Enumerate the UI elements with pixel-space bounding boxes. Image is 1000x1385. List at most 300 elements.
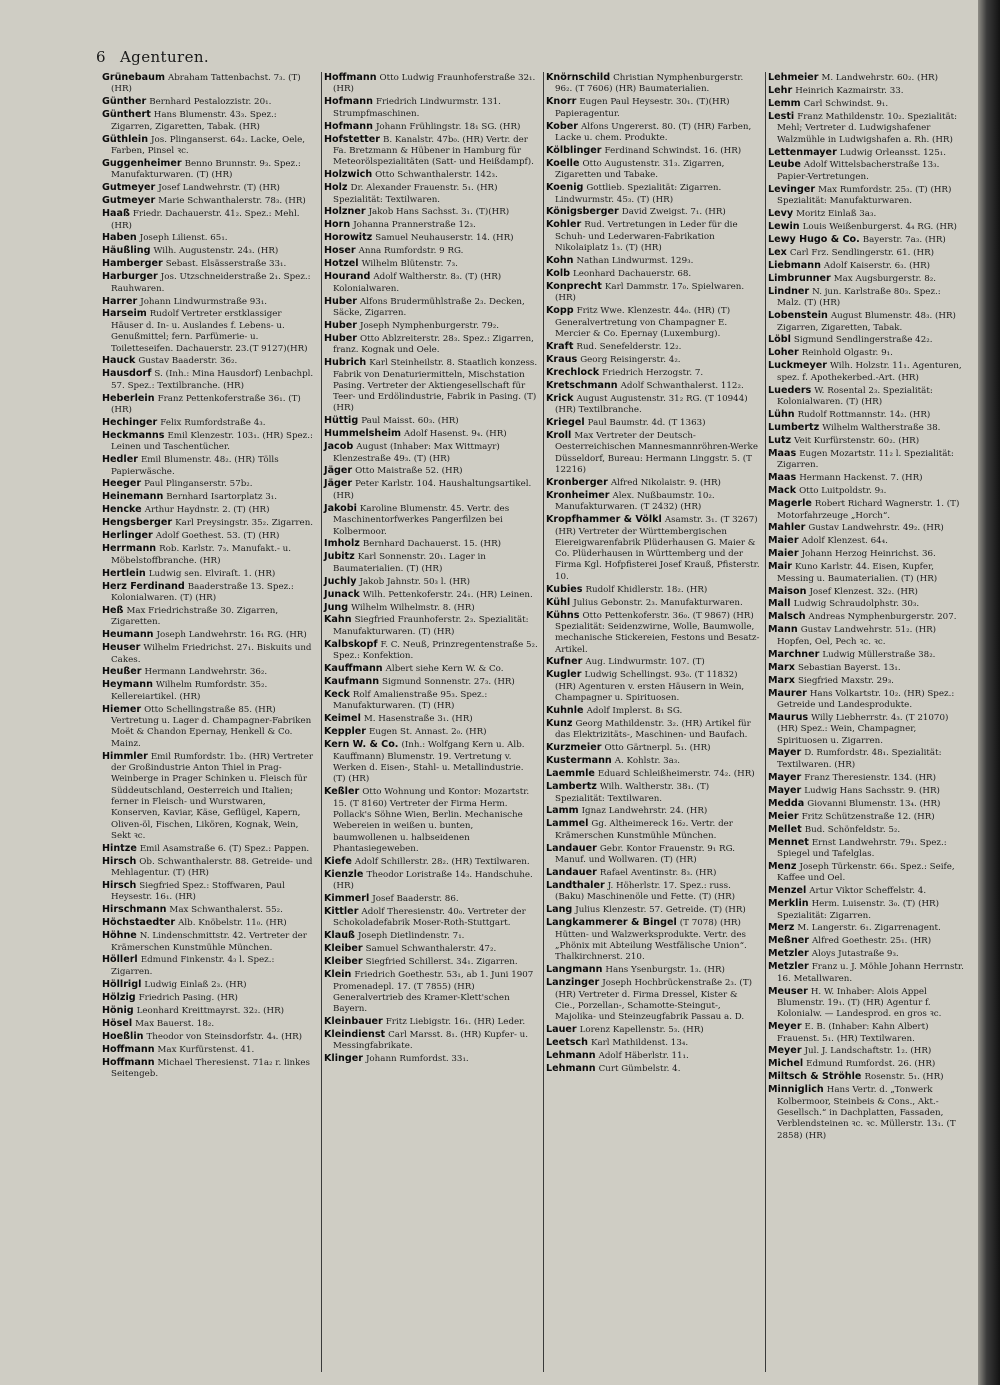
entry-details: Fritz Liebigstr. 16₁. (HR) Leder. <box>385 1016 526 1027</box>
entry-name: Jäger <box>324 465 353 477</box>
directory-entry <box>102 568 316 580</box>
column-1 <box>100 72 322 1372</box>
entry-details: Alfons Ungererst. 80. (T) (HR) Farben, Lacke u. chem. Produkte. <box>555 121 752 144</box>
entry-name: Hönig <box>102 1004 134 1016</box>
entry-details: Otto Wohnung und Kontor: Mozartstr. 15. (T 8160) Vertreter der Firma Herm. Pollack's Söhne Wien, Berlin. Mechanische Webereien in weißen u. bunten, baumwollenen u. halbseidenen Phantasiegeweben. <box>333 787 530 854</box>
entry-name: Mellet <box>768 823 802 835</box>
entry-name: Kleiber <box>324 956 363 968</box>
entry-details: Jakob Hans Sachsst. 3₁. (T)(HR) <box>368 207 510 218</box>
entry-name: Heinemann <box>102 491 164 503</box>
entry-details: Herm. Luisenstr. 3₀. (T) (HR) Spezialität: Zigarren. <box>777 899 939 921</box>
directory-entry <box>102 182 316 194</box>
directory-entry <box>768 485 967 497</box>
directory-entry <box>102 430 316 454</box>
entry-name: Juchly <box>324 575 357 587</box>
directory-entry <box>102 856 316 880</box>
entry-name: Koelle <box>546 157 580 169</box>
directory-entry <box>324 869 538 893</box>
directory-entry <box>324 786 538 855</box>
entry-name: Maas <box>768 447 797 459</box>
book-gutter-edge <box>978 0 1000 1385</box>
directory-entry <box>324 478 538 502</box>
entry-name: Hirsch <box>102 879 137 891</box>
entry-name: Hoffmann <box>102 1056 155 1068</box>
entry-details: Adolf Hasenst. 9₄. (HR) <box>403 429 507 440</box>
entry-name: Heumann <box>102 629 154 641</box>
entry-details: Alfred Goethestr. 25₁. (HR) <box>812 936 932 947</box>
entry-name: Lesti <box>768 110 795 122</box>
entry-details: F. C. Neuß, Prinzregentenstraße 5₂. Spez.: Konfektion. <box>333 639 538 662</box>
directory-entry <box>768 548 967 560</box>
entry-details: Curt Gümbelstr. 4. <box>598 1063 681 1074</box>
directory-entry <box>546 818 760 842</box>
entry-name: Heymann <box>102 679 153 691</box>
directory-entry <box>324 219 538 231</box>
entry-name: Lumbertz <box>768 421 820 433</box>
entry-name: Hoser <box>324 245 356 257</box>
entry-details: Emil Klenzestr. 103₁. (HR) Spez.: Leinen und Taschentücher. <box>111 430 313 453</box>
entry-details: J. Höherlstr. 17. Spez.: russ. (Baku) Maschinenöle und Fette. (T) (HR) <box>555 880 736 903</box>
directory-entry <box>768 1071 967 1083</box>
entry-details: Sigmund Sendlingerstraße 42₂. <box>793 335 933 346</box>
directory-entry <box>768 961 967 985</box>
directory-entry <box>324 441 538 465</box>
directory-entry <box>102 245 316 257</box>
directory-entry <box>546 182 760 206</box>
entry-details: Jos. Plinganserst. 64₂. Lacke, Oele, Farben, Pinsel ꝛc. <box>111 134 306 156</box>
entry-details: Ludwig Müllerstraße 38₂. <box>822 649 936 660</box>
entry-details: Rudolf Khidlerstr. 18₂. (HR) <box>585 584 708 595</box>
directory-entry <box>768 385 967 409</box>
entry-name: Maurer <box>768 687 807 699</box>
entry-name: Jubitz <box>324 551 355 563</box>
directory-entry <box>102 258 316 270</box>
entry-name: Haaß <box>102 208 130 220</box>
entry-name: Kleiber <box>324 943 363 955</box>
entry-name: Landthaler <box>546 879 605 891</box>
entry-details: Otto Augustenstr. 31₃. Zigarren, Zigaretten und Tabake. <box>555 158 725 181</box>
entry-name: Lewy Hugo & Co. <box>768 233 860 245</box>
entry-name: Luckmeyer <box>768 360 828 372</box>
entry-name: Hüttig <box>324 415 359 427</box>
entry-name: Hoeßlin <box>102 1030 144 1042</box>
entry-details: Eugen Mozartstr. 11₂ l. Spezialität: Zigarren. <box>777 448 954 471</box>
directory-entry <box>546 393 760 417</box>
entry-name: Leube <box>768 159 801 171</box>
entry-name: Maison <box>768 585 807 597</box>
entry-name: Kauffmann <box>324 663 383 675</box>
directory-entry <box>546 305 760 340</box>
entry-details: Adolf Häberlstr. 11₁. <box>598 1050 689 1061</box>
entry-details: Josef Landwehrstr. (T) (HR) <box>158 183 280 194</box>
entry-details: Rudolf Vertreter erstklassiger Häuser d. In- u. Auslandes f. Lebens- u. Genußmittel; fern. Parfümerie- u. Toiletteseifen. Dachauerstr. 23.(T 9127)(HR) <box>111 309 308 354</box>
entry-details: Joseph Landwehrstr. 16₁ RG. (HR) <box>156 630 307 641</box>
entry-details: Carl Frz. Sendlingerstr. 61. (HR) <box>789 247 935 258</box>
directory-entry <box>546 380 760 392</box>
entry-details: Adolf Kaiserstr. 6₃. (HR) <box>823 260 931 271</box>
entry-details: Bernhard Dachauerst. 15. (HR) <box>362 539 502 550</box>
entry-name: Kubies <box>546 583 583 595</box>
entry-name: Holzwich <box>324 169 373 181</box>
directory-entry <box>546 158 760 182</box>
entry-details: Rud. Vertretungen in Leder für die Schuh- und Lederwaren-Fabrikation Nikolaiplatz 1₃. (T) (HR) <box>555 220 738 254</box>
entry-name: Mennet <box>768 836 809 848</box>
entry-name: Lamm <box>546 805 579 817</box>
column-3 <box>544 72 766 1372</box>
entry-details: Johanna Prannerstraße 12₃. <box>353 220 476 231</box>
directory-entry <box>768 1021 967 1045</box>
entry-details: Gustav Landwehrstr. 51₂. (HR) Hopfen, Oel, Pech ꝛc. ꝛc. <box>777 625 937 647</box>
entry-name: Kühl <box>546 596 571 608</box>
directory-entry <box>546 977 760 1023</box>
entry-name: Mahler <box>768 522 806 534</box>
entry-details: Wilh. Waltherstr. 38₁. (T) Spezialität: Textilwaren. <box>555 782 710 804</box>
entry-details: Aug. Lindwurmstr. 107. (T) <box>585 657 705 668</box>
entry-name: Lehmeier <box>768 72 819 83</box>
entry-details: Johann Frühlingstr. 18₁ SG. (HR) <box>375 121 521 132</box>
directory-entry <box>546 669 760 704</box>
directory-entry <box>324 169 538 181</box>
entry-details: Gustav Landwehrstr. 49₂. (HR) <box>808 523 944 534</box>
entry-name: Kretschmann <box>546 379 618 391</box>
entry-name: Heußer <box>102 666 142 678</box>
entry-name: Landauer <box>546 866 597 878</box>
entry-details: Heinrich Kazmairstr. 33. <box>795 85 904 96</box>
entry-name: Hengsberger <box>102 517 173 529</box>
entry-details: David Zweigst. 7₁. (HR) <box>621 207 726 218</box>
directory-entry <box>324 134 538 169</box>
entry-name: Mayer <box>768 771 802 783</box>
entry-details: Ludwig sen. Elviraſt. 1. (HR) <box>148 568 276 579</box>
entry-details: Friedrich Lindwurmstr. 131. Strumpfmaschinen. <box>333 97 501 119</box>
entry-details: Nathan Lindwurmst. 129₃. <box>576 255 694 266</box>
entry-name: Koenig <box>546 182 584 194</box>
entry-details: Dr. Alexander Frauenstr. 5₁. (HR) Spezialität: Textilwaren. <box>333 183 498 205</box>
directory-entry <box>546 1050 760 1062</box>
directory-entry <box>768 662 967 674</box>
directory-entry <box>768 472 967 484</box>
entry-details: Sebastian Bayerst. 13₁. <box>797 662 901 673</box>
entry-name: Heuser <box>102 642 141 654</box>
entry-name: Metzler <box>768 948 809 960</box>
entry-name: Kalbskopf <box>324 638 378 650</box>
entry-name: Meßner <box>768 935 810 947</box>
entry-name: Hofmann <box>324 96 373 108</box>
directory-entry <box>768 72 967 84</box>
entry-name: Hösel <box>102 1017 133 1029</box>
directory-entry <box>324 428 538 440</box>
directory-entry <box>324 206 538 218</box>
entry-details: Otto Schellingstraße 85. (HR) Vertretung u. Lager d. Champagner-Fabriken Moët & Chandon Epernay, Henkell & Co. Mainz. <box>111 704 312 749</box>
entry-details: Karl Dammstr. 17₀. Spielwaren. (HR) <box>555 281 745 304</box>
entry-details: Otto Pettenkoferstr. 36₀. (T 9867) (HR) Spezialität: Seidenzwirne, Wolle, Baumwolle, mechanische Stickereien, Festons und Besatz-Artikel. <box>555 610 760 655</box>
directory-entry <box>324 689 538 713</box>
directory-entry <box>102 478 316 490</box>
entry-details: Benno Brunnstr. 9₃. Spez.: Manufakturwaren. (T) (HR) <box>111 158 301 181</box>
entry-name: Medda <box>768 797 805 809</box>
directory-entry <box>324 956 538 968</box>
directory-entry <box>324 232 538 244</box>
directory-entry <box>768 273 967 285</box>
directory-entry <box>546 1024 760 1036</box>
entry-details: Paul Maisst. 60₃. (HR) <box>361 416 459 427</box>
directory-entry <box>546 1063 760 1075</box>
entry-name: Knörnschild <box>546 72 611 83</box>
directory-entry <box>546 367 760 379</box>
entry-details: Adolf Schillerstr. 28₂. (HR) Textilwaren. <box>354 856 530 867</box>
directory-entry <box>768 861 967 885</box>
entry-details: Rosenstr. 5₁. (HR) <box>864 1072 944 1083</box>
entry-name: Kronheimer <box>546 489 610 501</box>
entry-name: Kimmerl <box>324 892 370 904</box>
entry-name: Kühns <box>546 609 580 621</box>
entry-details: Theodor Loristraße 14₃. Handschuhe. (HR) <box>333 869 533 892</box>
directory-entry <box>768 522 967 534</box>
entry-name: Malsch <box>768 611 806 623</box>
entry-details: N. jun. Karlstraße 80₃. Spez.: Malz. (T) (HR) <box>777 286 941 309</box>
entry-name: Kienzle <box>324 868 364 880</box>
entry-details: Hermann Hackenst. 7. (HR) <box>799 473 923 484</box>
directory-entry <box>324 245 538 257</box>
directory-entry <box>102 904 316 916</box>
entry-name: Hencke <box>102 504 142 516</box>
entry-name: Heeger <box>102 478 142 490</box>
entry-details: Georg Reisingerstr. 4₂. <box>580 354 681 365</box>
entry-name: Kern W. & Co. <box>324 739 399 751</box>
directory-entry <box>768 435 967 447</box>
entry-name: Holzner <box>324 206 366 218</box>
entry-details: Peter Karlstr. 104. Haushaltungsartikel. (HR) <box>333 479 532 501</box>
entry-name: Höllrigl <box>102 978 142 990</box>
entry-details: Max Schwanthalerst. 55₂. <box>169 905 283 916</box>
entry-name: Lambertz <box>546 781 597 793</box>
entry-name: Hamberger <box>102 258 163 270</box>
entry-details: Joseph Hochbrückenstraße 2₃. (T) (HR) Vertreter d. Firma Dressel, Kister & Cie., Porzellan-, Schamotte-Steingut-, Majolika- und Steinzeugfabrik Passau a. D. <box>555 978 753 1023</box>
entry-details: Michael Theresienst. 71a₂ r. linkes Seitengeb. <box>111 1057 311 1079</box>
entry-name: Huber <box>324 295 357 307</box>
entry-name: Lehmann <box>546 1062 596 1074</box>
directory-entry <box>768 422 967 434</box>
entry-name: Hölzig <box>102 991 136 1003</box>
entry-details: Arthur Haydnstr. 2. (T) (HR) <box>144 505 270 516</box>
directory-entry <box>324 969 538 1015</box>
directory-entry <box>324 930 538 942</box>
entry-details: Hans Volkartstr. 10₂. (HR) Spez.: Getreide und Landesprodukte. <box>777 688 955 711</box>
entry-details: Adolf Waltherstr. 8₃. (T) (HR) Kolonialwaren. <box>333 272 502 294</box>
entry-details: (Inh.: Wolfgang Kern u. Alb. Kauffmann) Blumenstr. 19. Vertretung v. Werken d. Eisen-, Stahl- u. Metallindustrie. (T) (HR) <box>333 740 525 785</box>
directory-entry <box>546 805 760 817</box>
entry-name: Heß <box>102 604 124 616</box>
entry-details: Aloys Jutastraße 9₃. <box>811 949 899 960</box>
directory-entry <box>768 586 967 598</box>
directory-entry <box>546 121 760 145</box>
entry-name: Königsberger <box>546 206 619 218</box>
entry-name: Lobenstein <box>768 310 828 322</box>
entry-details: Artur Viktor Scheffelstr. 4. <box>809 886 927 897</box>
directory-entry <box>546 880 760 904</box>
entry-name: Mayer <box>768 747 802 759</box>
directory-entry <box>102 491 316 503</box>
entry-details: Wilhelm Friedrichst. 27₁. Biskuits und Cakes. <box>111 643 312 665</box>
entry-name: Hirsch <box>102 855 137 867</box>
entry-name: Loher <box>768 347 799 359</box>
directory-entry <box>102 979 316 991</box>
entry-details: M. Langerstr. 6₁. Zigarrenagent. <box>797 923 941 934</box>
directory-entry <box>546 610 760 656</box>
directory-entry <box>102 751 316 843</box>
directory-entry <box>102 1044 316 1056</box>
directory-entry <box>102 605 316 629</box>
directory-entry <box>102 504 316 516</box>
entry-name: Güthlein <box>102 133 149 145</box>
entry-details: Karl Preysingstr. 35₂. Zigarren. <box>175 518 314 529</box>
entry-details: Max Vertreter der Deutsch-Oesterreichischen Mannesmannröhren-Werke Düsseldorf, Bureau: Hermann Linggstr. 5. (T 12216) <box>555 430 758 475</box>
directory-entry <box>102 208 316 232</box>
entry-details: Abraham Tattenbachst. 7₃. (T) (HR) <box>111 73 301 95</box>
entry-name: Kleindienst <box>324 1028 386 1040</box>
entry-details: Alex. Nußbaumstr. 10₂. Manufakturwaren. (T 2432) (HR) <box>555 490 715 513</box>
entry-details: Anna Rumfordstr. 9 RG. <box>358 246 464 257</box>
entry-name: Lammel <box>546 818 589 830</box>
directory-entry <box>102 642 316 666</box>
directory-entry <box>768 649 967 661</box>
entry-details: Adolf Goethest. 53. (T) (HR) <box>155 531 280 542</box>
entry-details: Samuel Neuhauserstr. 14. (HR) <box>375 233 514 244</box>
entry-details: Wilh. Augustenstr. 24₃. (HR) <box>153 246 279 257</box>
directory-entry <box>102 930 316 954</box>
directory-entry <box>768 824 967 836</box>
entry-details: August Augustenstr. 31₂ RG. (T 10944) (HR) Textilbranche. <box>555 393 748 416</box>
directory-entry <box>324 726 538 738</box>
entry-name: Marx <box>768 674 795 686</box>
directory-entry <box>546 354 760 366</box>
entry-details: Baaderstraße 13. Spez.: Kolonialwaren. (T) (HR) <box>111 581 294 603</box>
directory-entry <box>546 584 760 596</box>
directory-entry <box>768 798 967 810</box>
entry-details: Ignaz Landwehrstr. 24. (HR) <box>581 806 708 817</box>
entry-details: Karl Mathildenst. 13₄. <box>590 1037 689 1048</box>
entry-name: Menzel <box>768 885 807 897</box>
entry-name: Höllerl <box>102 954 138 966</box>
entry-details: Alfred Nikolaistr. 9. (HR) <box>610 477 721 488</box>
directory-entry <box>324 856 538 868</box>
entry-name: Hotzel <box>324 258 359 270</box>
directory-entry <box>324 906 538 930</box>
directory-entry <box>324 713 538 725</box>
entry-name: Meyer <box>768 1021 802 1033</box>
entry-details: Veit Kurfürstenstr. 60₂. (HR) <box>794 435 920 446</box>
entry-details: Giovanni Blumenstr. 13₄. (HR) <box>807 798 941 809</box>
entry-details: Karoline Blumenstr. 45. Vertr. des Maschinentorfwerkes Pangerfilzen bei Kolbermoor. <box>333 503 510 537</box>
directory-entry <box>102 96 316 108</box>
entry-details: S. (Inh.: Mina Hausdorf) Lenbachpl. 57. Spez.: Textilbranche. (HR) <box>111 369 314 391</box>
directory-entry <box>768 1045 967 1057</box>
entry-details: Alfons Brudermühlstraße 2₃. Decken, Säcke, Zigarren. <box>333 296 525 318</box>
entry-name: Lehr <box>768 84 793 96</box>
entry-details: Marie Schwanthalerstr. 78₃. (HR) <box>158 196 306 207</box>
entry-details: Hans Vertr. d. „Tonwerk Kolbermoor, Steinbeis & Cons., Akt.-Gesellsch.“ in Dachplatten, Fassaden, Verblendsteinen ꝛc. ꝛc. Müllerstr. 13₁. (T 2858) (HR) <box>777 1085 956 1141</box>
entry-name: Herlinger <box>102 530 153 542</box>
directory-entry <box>546 430 760 476</box>
directory-entry <box>768 221 967 233</box>
entry-name: Konprecht <box>546 280 602 292</box>
entry-name: Kohler <box>546 219 582 231</box>
entry-name: Lutz <box>768 434 792 446</box>
directory-columns <box>100 72 972 1372</box>
directory-entry <box>768 948 967 960</box>
directory-entry <box>324 72 538 96</box>
entry-name: Lemm <box>768 97 801 109</box>
entry-name: Kraft <box>546 340 574 352</box>
directory-entry <box>102 355 316 367</box>
directory-entry <box>768 234 967 246</box>
entry-name: Marchner <box>768 648 820 660</box>
entry-name: Merz <box>768 922 795 934</box>
entry-details: Wilhelm Wilhelmstr. 8. (HR) <box>351 602 475 613</box>
page-number: 6 <box>96 48 106 66</box>
directory-entry <box>768 111 967 146</box>
entry-details: Fritz Wwe. Klenzestr. 44₀. (HR) (T) Generalvertretung von Champagner E. Mercier & Co. Epernay (Luxemburg). <box>555 306 731 339</box>
entry-name: Lex <box>768 246 787 258</box>
directory-entry <box>102 530 316 542</box>
directory-entry <box>768 448 967 472</box>
directory-entry <box>768 409 967 421</box>
section-title: Agenturen. <box>119 48 210 66</box>
entry-details: Jul. J. Landschaftstr. 1₂. (HR) <box>804 1046 932 1057</box>
entry-name: Meier <box>768 810 799 822</box>
entry-name: Hedler <box>102 454 138 466</box>
directory-entry <box>324 258 538 270</box>
directory-entry <box>546 917 760 963</box>
entry-name: Lueders <box>768 384 812 396</box>
entry-name: Langmann <box>546 964 603 976</box>
directory-entry <box>546 867 760 879</box>
entry-name: Mair <box>768 561 793 573</box>
directory-entry <box>546 768 760 780</box>
directory-entry <box>768 286 967 310</box>
entry-details: Gottlieb. Spezialität: Zigarren. Lindwurmstr. 45₃. (T) (HR) <box>555 183 722 205</box>
entry-name: Guggenheimer <box>102 157 182 169</box>
entry-name: Jäger <box>324 478 353 490</box>
directory-entry <box>768 535 967 547</box>
entry-name: Herrmann <box>102 543 157 555</box>
entry-details: Max Rumfordstr. 25₃. (T) (HR) Spezialität: Manufakturwaren. <box>777 184 952 207</box>
entry-details: Eugen Paul Heysestr. 30₁. (T)(HR) Papieragentur. <box>555 97 730 119</box>
directory-entry <box>546 656 760 668</box>
entry-name: Kölblinger <box>546 144 602 156</box>
directory-entry <box>324 589 538 601</box>
directory-entry <box>324 1029 538 1053</box>
directory-entry <box>546 705 760 717</box>
directory-entry <box>324 663 538 675</box>
entry-name: Hechinger <box>102 416 158 428</box>
entry-details: Friedrich Goethestr. 53₁, ab 1. Juni 1907 Promenadepl. 17. (T 7855) (HR) Generalvertrieb des Kramer-Klett'schen Bayern. <box>333 970 534 1015</box>
directory-entry <box>324 576 538 588</box>
directory-entry <box>768 986 967 1021</box>
entry-name: Günthert <box>102 109 151 121</box>
entry-name: Meyer <box>768 1045 802 1057</box>
entry-name: Heberlein <box>102 392 155 404</box>
entry-name: Kohn <box>546 254 574 266</box>
entry-name: Hertlein <box>102 567 146 579</box>
entry-details: Bayerstr. 7a₃. (HR) <box>862 234 946 245</box>
entry-details: Hans Ysenburgstr. 1₃. (HR) <box>605 965 725 976</box>
entry-name: Keck <box>324 688 350 700</box>
entry-name: Kaufmann <box>324 676 380 687</box>
entry-name: Lindner <box>768 285 810 297</box>
column-2 <box>322 72 544 1372</box>
entry-name: Kugler <box>546 669 582 681</box>
